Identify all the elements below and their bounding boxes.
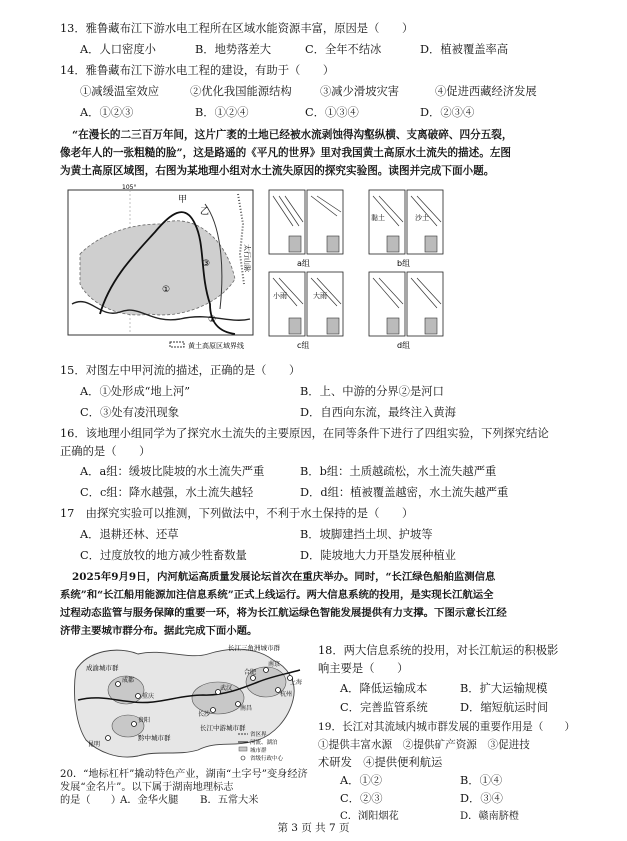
exp-label-sand: 沙土 (415, 214, 429, 222)
q14-option-a[interactable]: A．①②③ (80, 106, 134, 119)
q20-option-a[interactable]: A．金华火腿 (120, 795, 179, 806)
q19-option-b[interactable]: B．①④ (460, 774, 503, 787)
q19-option-a[interactable]: A．①② (340, 774, 383, 787)
map2-city-wuhan: 武汉 (220, 685, 233, 692)
map1-legend: 黄土高原区域界线 (188, 342, 244, 350)
q14-item-1: ①减缓温室效应 (80, 85, 160, 98)
map2-label-chengyu: 成渝城市群 (86, 664, 119, 672)
exp-group-b: b组 (397, 259, 411, 268)
q15-option-b[interactable]: B．上、中游的分界②是河口 (300, 385, 444, 398)
passage1-line-3: 为黄土高原区域图，右图为某地理小组对水土流失原因的探究实验图。读图并完成下面小题。 (60, 165, 495, 177)
passage1-line-2: 像老年人的一张粗糙的脸”，这是路遥的《平凡的世界》里对我国黄土高原水土流失的描述。左图 (60, 147, 512, 159)
q18-option-c[interactable]: C．完善监管系统 (340, 701, 428, 714)
q14-item-4: ④促进西藏经济发展 (435, 85, 537, 98)
exp-label-light-rain: 小雨 (273, 292, 287, 300)
q15-option-a[interactable]: A．①处形成“地上河” (80, 385, 191, 398)
q17-option-b[interactable]: B．坡脚建挡土坝、护坡等 (300, 528, 433, 541)
q18-stem-line-1: 18．两大信息系统的投用，对长江航运的积极影 (318, 644, 559, 657)
q16-stem-line-1: 16．该地理小组同学为了探究水土流失的主要原因，在同等条件下进行了四组实验，下列探究结论 (60, 427, 549, 440)
passage1-line-1: “在漫长的二三百万年间，这片广袤的土地已经被水流剥蚀得沟壑纵横、支离破碎、四分五裂， (72, 129, 513, 141)
q15-option-c[interactable]: C．③处有凌汛现象 (80, 406, 180, 419)
map2-legend-capital: 省级行政中心 (250, 756, 284, 762)
map2-city-shanghai: 上海 (290, 679, 303, 686)
q18-option-b[interactable]: B．扩大运输规模 (460, 682, 548, 695)
q16-option-b[interactable]: B．b组：土质越疏松，水土流失越严重 (300, 465, 497, 478)
map1-label-taihang: 太行山脉 (243, 244, 251, 272)
map2-legend-river: 河流、湖泊 (250, 740, 278, 746)
page-footer: 第 3 页 共 7 页 (277, 822, 350, 834)
q16-option-d[interactable]: D．d组：植被覆盖越密，水土流失越严重 (300, 486, 509, 499)
map1-label-1: ① (162, 285, 171, 295)
map1-label-2: ② (208, 315, 217, 325)
passage2-line-1: 2025年9月9日，内河航运高质量发展论坛首次在重庆举办。同时，“长江绿色船舶监测信息 (72, 571, 496, 583)
q20-option-c[interactable]: C．浏阳烟花 (340, 811, 399, 822)
q14-option-d[interactable]: D．②③④ (420, 106, 475, 119)
q13-option-c[interactable]: C．全年不结冰 (305, 43, 382, 56)
passage2-line-4: 济带主要城市群分布。据此完成下面小题。 (60, 625, 258, 637)
q16-stem-line-2: 正确的是（ ） (60, 445, 151, 458)
map1-lon-label: 105° (122, 184, 137, 191)
q18-stem-line-2: 响主要是（ ） (318, 662, 409, 675)
q17-option-a[interactable]: A．退耕还林、还草 (80, 528, 179, 541)
map2-city-chongqing: 重庆 (142, 693, 155, 700)
map2-city-guiyang: 贵阳 (138, 717, 151, 724)
exp-group-a: a组 (297, 259, 310, 268)
q19-stem: 19．长江对其流域内城市群发展的重要作用是（ ） (318, 721, 576, 733)
map2-legend-cluster: 城市群 (250, 748, 267, 754)
map1-label-yi: 乙 (200, 207, 210, 217)
q17-stem: 17 由探究实验可以推测，下列做法中，不利于水土保持的是（ ） (60, 507, 414, 520)
map2-city-hefei: 合肥 (244, 669, 257, 676)
q19-items-line-1: ①提供丰富水源 ②提供矿产资源 ③促进技 (318, 739, 530, 751)
map2-city-kunming: 昆明 (88, 741, 101, 748)
map1-label-jia: 甲 (178, 195, 188, 205)
q13-option-b[interactable]: B．地势落差大 (195, 43, 272, 56)
map2-city-nanchang: 南昌 (240, 705, 253, 712)
q18-option-d[interactable]: D．缩短航运时间 (460, 701, 549, 714)
map2-label-qianzhong: 黔中城市群 (138, 734, 171, 742)
map1-label-3: ③ (202, 259, 211, 269)
q14-item-2: ②优化我国能源结构 (190, 85, 292, 98)
q14-item-3: ③减少滑坡灾害 (320, 85, 400, 98)
q17-option-d[interactable]: D．陡坡地大力开垦发展种植业 (300, 549, 456, 562)
erosion-experiment-figure (267, 186, 467, 361)
map2-label-middle: 长江中游城市群 (200, 724, 246, 732)
q16-option-c[interactable]: C．c组：降水越强，水土流失越轻 (80, 486, 254, 499)
q14-stem: 14．雅鲁藏布江下游水电工程的建设，有助于（ ） (60, 64, 335, 77)
q20-stem-line-1: 20．“地标杠杆”撬动特色产业，湖南“土字号”变身经济发展“金名片”。以下属于湖南地理标志 (60, 769, 308, 793)
q19-items-line-2: 术研发 ④提供便利航运 (318, 756, 443, 769)
q15-stem: 15．对图左中甲河流的描述，正确的是（ ） (60, 364, 301, 377)
q20-stem-line-2: 的是（ ） (60, 795, 122, 806)
passage2-line-2: 系统”和“长江船用能源加注信息系统”正式上线运行。两大信息系统的投用，是实现长江航运全 (60, 589, 494, 601)
yangtze-city-cluster-map (68, 640, 308, 764)
q14-option-c[interactable]: C．①③④ (305, 106, 359, 119)
exp-group-c: c组 (297, 341, 310, 350)
map2-legend-border: 省区界 (250, 732, 267, 738)
map2-city-chengdu: 成都 (122, 677, 135, 684)
map2-city-nanjing: 南京 (268, 661, 281, 668)
q13-stem: 13．雅鲁藏布江下游水电工程所在区域水能资源丰富，原因是（ ） (60, 22, 414, 35)
q20-option-d[interactable]: D．赣南脐橙 (460, 811, 520, 822)
map2-city-changsha: 长沙 (198, 711, 211, 718)
q15-option-d[interactable]: D．自西向东流，最终注入黄海 (300, 406, 456, 419)
q13-option-d[interactable]: D．植被覆盖率高 (420, 43, 509, 56)
q17-option-c[interactable]: C．过度放牧的地方减少牲畜数量 (80, 549, 247, 562)
loess-plateau-map (60, 184, 260, 359)
map2-city-hangzhou: 杭州 (280, 691, 293, 698)
exp-group-d: d组 (397, 341, 411, 350)
q13-option-a[interactable]: A．人口密度小 (80, 43, 156, 56)
exp-label-heavy-rain: 大雨 (313, 292, 327, 300)
q18-option-a[interactable]: A．降低运输成本 (340, 682, 428, 695)
q14-option-b[interactable]: B．①②④ (195, 106, 249, 119)
q16-option-a[interactable]: A．a组：缓坡比陡坡的水土流失严重 (80, 465, 265, 478)
exp-label-clay: 黏土 (371, 214, 385, 222)
passage2-line-3: 过程动态监管与服务保障的重要一环，将为长江航运绿色智能发展提供有力支撑。下图示意长江经 (60, 607, 507, 619)
map2-label-yrd: 长江三角洲城市群 (228, 644, 280, 652)
q20-option-b[interactable]: B．五常大米 (200, 795, 259, 806)
q19-option-c[interactable]: C．②③ (340, 792, 383, 805)
q19-option-d[interactable]: D．③④ (460, 792, 503, 805)
